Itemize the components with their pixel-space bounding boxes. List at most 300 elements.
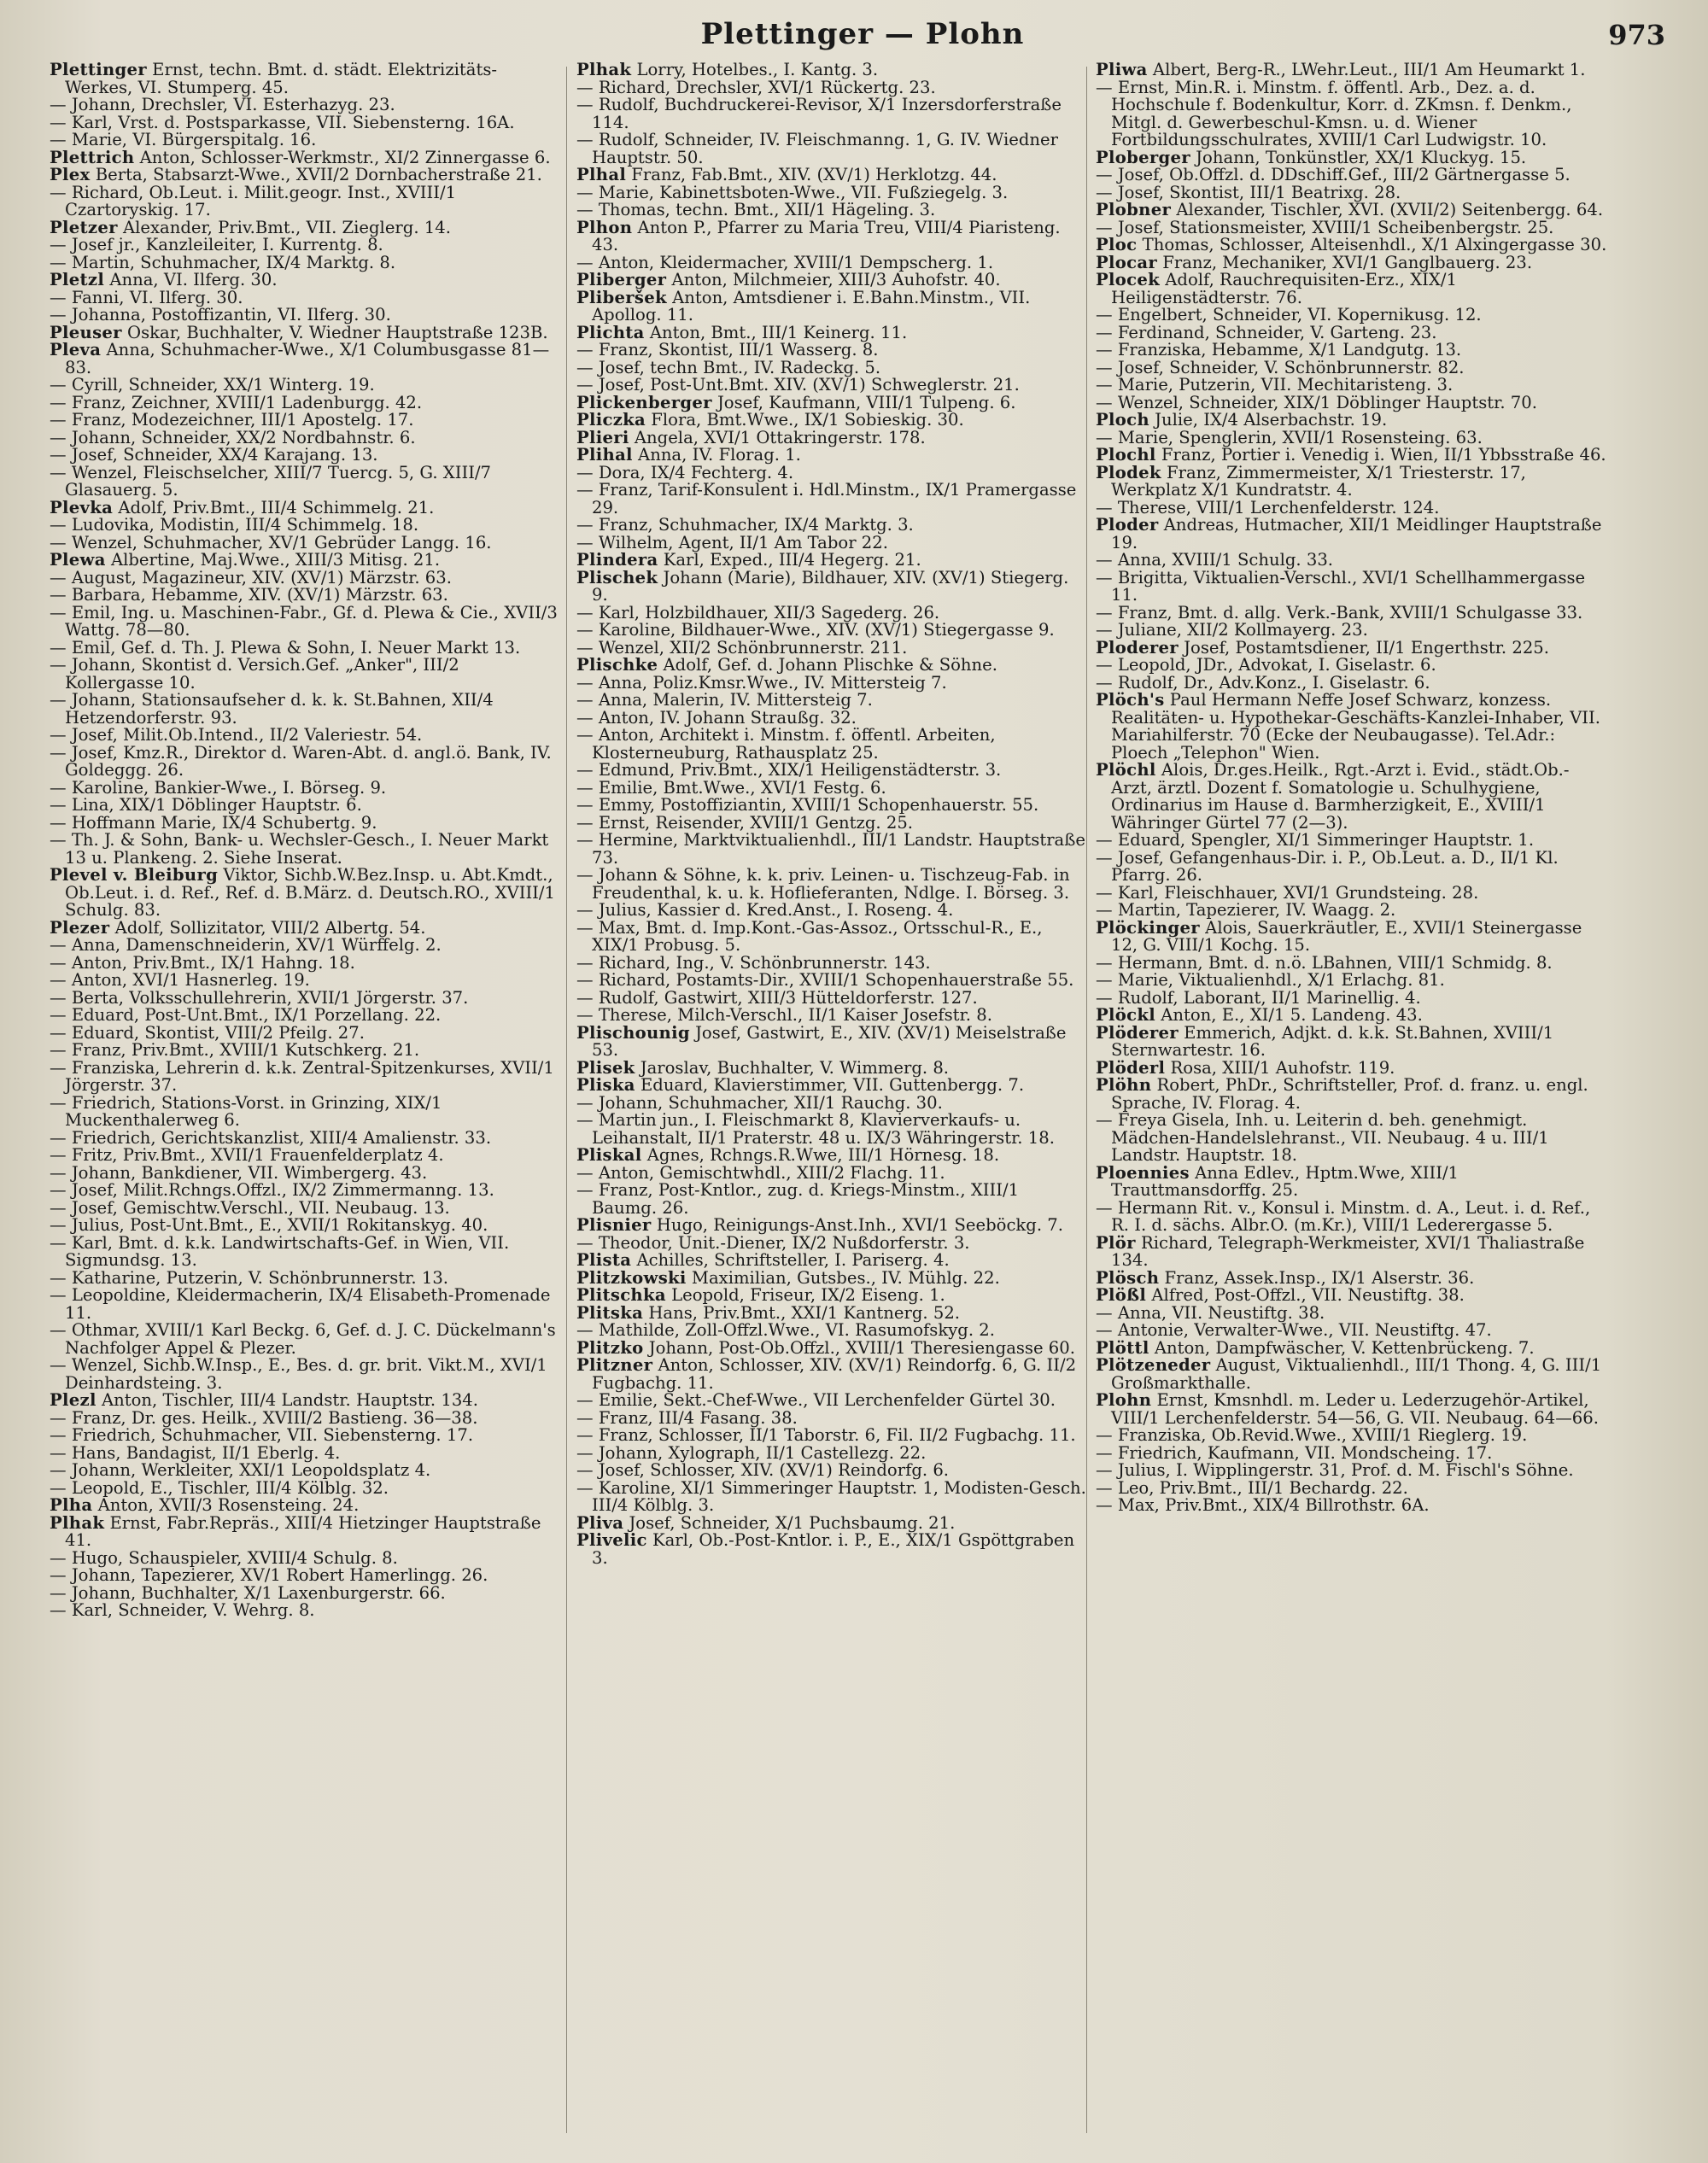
directory-entry [576,96,1089,132]
directory-entry [576,1322,1089,1340]
directory-entry [576,812,1089,833]
directory-entry [50,692,562,727]
entry-text: Adolf, Priv.Bmt., III/4 Schimmelg. 21. [118,497,435,517]
entry-text: — Rudolf, Gastwirt, XIII/3 Hütteldorferstr. 127. [576,987,978,1008]
entry-text: — Wenzel, Sichb.W.Insp., E., Bes. d. gr. brit. Vikt.M., XVI/1 Deinhardsteing. 3. [50,1355,547,1393]
entry-text: — Richard, Drechsler, XVI/1 Rückertg. 23. [576,77,936,97]
directory-entry [1096,149,1608,167]
directory-entry [576,377,1089,395]
directory-entry [50,289,562,307]
entry-text: — Lina, XIX/1 Döblinger Hauptstr. 6. [50,795,362,815]
entry-surname: Plitzkowski [576,1267,687,1288]
directory-entry [50,1022,562,1043]
directory-entry [1096,324,1608,342]
entry-text: Alois, Sauerkräutler, E., XVII/1 Steinergasse 12, G. VIII/1 Kochg. 15. [1111,917,1582,955]
entry-text: Thomas, Schlosser, Alteisenhdl., X/1 Alxingergasse 30. [1142,235,1607,254]
directory-entry [50,219,562,237]
entry-text: Franz, Mechaniker, XVI/1 Ganglbauerg. 23. [1162,252,1533,272]
entry-text: — Karoline, XI/1 Simmeringer Hauptstr. 1, Modisten-Gesch. III/4 Kölblg. 3. [576,1477,1086,1515]
entry-text: Josef, Schneider, X/1 Puchsbaumg. 21. [629,1512,956,1533]
page-number: 973 [1608,19,1665,51]
entry-surname: Pleva [50,340,102,360]
directory-entry [576,462,1089,482]
entry-text: — Leopold, JDr., Advokat, I. Giselastr. 6. [1096,655,1436,675]
entry-text: Albertine, Maj.Wwe., XIII/3 Mitisg. 21. [110,550,441,570]
directory-entry [576,1147,1089,1165]
entry-surname: Plha [50,1495,93,1515]
entry-text: — Karl, Schneider, V. Wehrg. 8. [50,1600,315,1620]
entry-text: Anna, VI. Ilferg. 30. [109,270,278,289]
entry-text: — Johann, Skontist d. Versich.Gef. „Anker", III/2 Kollergasse 10. [50,655,459,693]
directory-entry [1096,762,1608,832]
directory-entry [576,1532,1089,1567]
directory-entry [1096,657,1608,675]
entry-text: — Anton, Gemischtwhdl., XIII/2 Flachg. 11. [576,1162,945,1183]
directory-entry [576,184,1089,202]
entry-text: Richard, Telegraph-Werkmeister, XVI/1 Thaliastraße 134. [1111,1232,1585,1270]
directory-entry [1096,832,1608,850]
entry-surname: Plohn [1096,1390,1152,1410]
directory-entry [50,1462,562,1480]
directory-entry [50,427,562,447]
directory-entry [50,812,562,833]
directory-entry [576,342,1089,360]
directory-entry [50,1547,562,1568]
entry-text: Anna, IV. Florag. 1. [638,445,801,465]
directory-entry [576,1477,1089,1515]
directory-entry [576,727,1089,762]
entry-text: — Josef, Schneider, XX/4 Karajang. 13. [50,445,378,465]
entry-surname: Plindera [576,550,658,570]
entry-text: — Barbara, Hebamme, XIV. (XV/1) Märzstr. 63. [50,585,448,605]
directory-entry [50,1287,562,1322]
entry-text: Josef, Gastwirt, E., XIV. (XV/1) Meiselstraße 53. [592,1022,1067,1060]
entry-text: — Johann, Bankdiener, VII. Wimbergerg. 43. [50,1162,428,1183]
directory-entry [50,587,562,605]
entry-text: — Franz, Zeichner, XVIII/1 Ladenburgg. 42. [50,392,423,412]
entry-text: Anton, Tischler, III/4 Landstr. Hauptstr. 134. [101,1390,478,1410]
entry-surname: Plöderl [1096,1057,1166,1078]
entry-text: Albert, Berg-R., LWehr.Leut., III/1 Am Heumarkt 1. [1152,61,1586,79]
directory-entry [50,462,562,500]
directory-entry [50,184,562,219]
entry-text: Franz, Fab.Bmt., XIV. (XV/1) Herklotzg. 44. [631,165,997,184]
entry-text: — Anton, Priv.Bmt., IX/1 Hahng. 18. [50,952,355,973]
directory-entry [50,832,562,867]
directory-entry [50,532,562,552]
entry-text: — Franz, Post-Kntlor., zug. d. Kriegs-Minstm., XIII/1 Baumg. 26. [576,1180,1020,1218]
directory-entry [1096,219,1608,237]
entry-text: — Richard, Ob.Leut. i. Milit.geogr. Inst., XVIII/1 Czartoryskig. 17. [50,182,457,219]
directory-entry [50,307,562,324]
directory-entry [1096,602,1608,623]
entry-text: Alexander, Tischler, XVI. (XVII/2) Seitenbergg. 64. [1176,200,1604,219]
entry-surname: Plichta [576,322,645,342]
directory-entry [576,167,1089,184]
directory-entry [50,1357,562,1392]
directory-entry [50,1232,562,1270]
entry-text: Oskar, Buchhalter, V. Wiedner Hauptstraße 123B. [127,322,548,342]
directory-entry [1096,517,1608,552]
entry-text: Franz, Portier i. Venedig i. Wien, II/1 Ybbsstraße 46. [1161,445,1606,465]
entry-text: Anton, Dampfwäscher, V. Kettenbrückeng. 7. [1154,1337,1535,1358]
entry-surname: Pliberger [576,270,667,289]
entry-surname: Pliberšek [576,287,667,307]
directory-entry [576,324,1089,342]
directory-entry [50,1147,562,1165]
directory-entry [576,532,1089,552]
entry-text: — Marie, VI. Bürgerspitalg. 16. [50,130,317,149]
directory-entry [576,482,1089,517]
directory-entry [576,219,1089,254]
entry-text: — Anton, XVI/1 Hasnerleg. 19. [50,970,310,990]
directory-entry [576,1057,1089,1078]
entry-text: — Wenzel, Schneider, XIX/1 Döblinger Hauptstr. 70. [1096,392,1537,412]
directory-entry [576,1392,1089,1410]
directory-entry [576,1407,1089,1428]
entry-surname: Plezl [50,1390,97,1410]
entry-text: — Josef, Ob.Offzl. d. DDschiff.Gef., III/2 Gärtnergasse 5. [1096,165,1571,184]
directory-entry [1096,1462,1608,1480]
entry-text: — Johann, Schuhmacher, XII/1 Rauchg. 30. [576,1092,943,1113]
directory-entry [576,254,1089,272]
entry-text: Karl, Ob.-Post-Kntlor. i. P., E., XIX/1 Gspöttgraben 3. [592,1530,1075,1568]
entry-text: Anna, Schuhmacher-Wwe., X/1 Columbusgasse 81—83. [65,340,550,377]
entry-surname: Pletzer [50,217,118,237]
directory-entry [1096,1357,1608,1392]
directory-entry [50,392,562,412]
entry-text: Anton, Schlosser, XIV. (XV/1) Reindorfg. 6, G. II/2 Fugbachg. 11. [592,1355,1077,1393]
directory-entry [576,1112,1089,1147]
entry-text: Robert, PhDr., Schriftsteller, Prof. d. franz. u. engl. Sprache, IV. Florag. 4. [1111,1075,1588,1113]
directory-entry [1096,202,1608,219]
entry-text: — Wilhelm, Agent, II/1 Am Tabor 22. [576,532,888,552]
entry-text: — Leopoldine, Kleidermacherin, IX/4 Elisabeth-Promenade 11. [50,1285,551,1323]
entry-text: Anton, XVII/3 Rosensteing. 24. [97,1495,360,1515]
directory-column-1 [50,61,562,2145]
entry-text: Alfred, Post-Offzl., VII. Neustiftg. 38. [1151,1285,1465,1305]
entry-text: Achilles, Schriftsteller, I. Pariserg. 4. [636,1250,950,1270]
directory-entry [1096,1427,1608,1445]
directory-entry [576,79,1089,97]
directory-entry [1096,272,1608,307]
entry-text: — Hermann, Bmt. d. n.ö. LBahnen, VIII/1 Schmidg. 8. [1096,952,1553,973]
entry-surname: Plöch's [1096,690,1165,710]
directory-entry [576,1462,1089,1480]
directory-entry [576,1337,1089,1358]
entry-text: August, Viktualienhdl., III/1 Thong. 4, G. III/1 Großmarkthalle. [1111,1355,1602,1393]
directory-entry [576,357,1089,377]
entry-text: Anton, Amtsdiener i. E.Bahn.Minstm., VII. Apollog. 11. [592,287,1031,324]
directory-entry [50,937,562,955]
entry-text: — Julius, I. Wipplingerstr. 31, Prof. d. M. Fischl's Söhne. [1096,1460,1574,1480]
directory-entry [50,1182,562,1200]
entry-text: Jaroslav, Buchhalter, V. Wimmerg. 8. [640,1057,950,1078]
entry-text: — Franz, Tarif-Konsulent i. Hdl.Minstm., IX/1 Pramergasse 29. [576,480,1077,517]
entry-surname: Pliva [576,1512,624,1533]
entry-text: — Berta, Volksschullehrerin, XVII/1 Jörgerstr. 37. [50,987,469,1008]
entry-text: — Franziska, Ob.Revid.Wwe., XVIII/1 Rieglerg. 19. [1096,1425,1528,1445]
directory-entry [50,1217,562,1235]
entry-text: Angela, XVI/1 Ottakringerstr. 178. [634,427,926,447]
entry-surname: Plettrich [50,147,135,167]
directory-entry [50,552,562,570]
entry-text: — Johann & Söhne, k. k. priv. Leinen- u. Tischzeug-Fab. in Freudenthal, k. u. k. Hoflieferanten, Ndlge. I. Börseg. 3. [576,865,1070,903]
entry-text: — Emmy, Postoffiziantin, XVIII/1 Schopenhauerstr. 55. [576,795,1039,815]
entry-surname: Plihal [576,445,633,465]
directory-entry [1096,1267,1608,1288]
directory-entry [1096,392,1608,412]
directory-entry [1096,497,1608,517]
directory-entry [1096,692,1608,762]
directory-entry [1096,1077,1608,1112]
entry-surname: Pliskal [576,1145,642,1165]
directory-entry [576,902,1089,920]
entry-text: — Josef jr., Kanzleileiter, I. Kurrentg. 8. [50,235,383,254]
entry-text: Berta, Stabsarzt-Wwe., XVII/2 Dornbacherstraße 21. [95,165,542,184]
entry-text: — Anton, Architekt i. Minstm. f. öffentl. Arbeiten, Klosterneuburg, Rathausplatz 25. [576,725,996,763]
entry-text: — Friedrich, Kaufmann, VII. Mondscheing. 17. [1096,1442,1493,1463]
directory-entry [576,1162,1089,1183]
entry-text: Adolf, Rauchrequisiten-Erz., XIX/1 Heiligenstädterstr. 76. [1111,270,1457,307]
entry-text: — Leo, Priv.Bmt., III/1 Bechardg. 22. [1096,1477,1408,1498]
directory-entry [50,637,562,658]
directory-entry [50,1512,562,1550]
entry-text: — Franziska, Hebamme, X/1 Landgutg. 13. [1096,340,1462,360]
directory-entry [50,377,562,395]
entry-surname: Plößl [1096,1285,1147,1305]
directory-entry [1096,427,1608,447]
directory-entry [576,637,1089,658]
entry-text: — Emilie, Bmt.Wwe., XVI/1 Festg. 6. [576,777,886,798]
directory-entry [576,762,1089,780]
directory-entry [576,202,1089,219]
directory-entry [576,1302,1089,1323]
directory-entry [1096,462,1608,500]
directory-entry [576,132,1089,167]
directory-column-2 [576,61,1089,2145]
directory-entry [50,1197,562,1218]
entry-surname: Plöderer [1096,1022,1179,1043]
entry-text: — Emilie, Sekt.-Chef-Wwe., VII Lerchenfelder Gürtel 30. [576,1390,1056,1410]
entry-text: — Rudolf, Dr., Adv.Konz., I. Giselastr. 6. [1096,672,1430,693]
directory-entry [50,742,562,780]
directory-entry [50,272,562,289]
entry-text: — Franz, Bmt. d. allg. Verk.-Bank, XVIII/1 Schulgasse 33. [1096,602,1583,623]
entry-surname: Plischek [576,567,658,588]
entry-text: — Julius, Post-Unt.Bmt., E., XVII/1 Rokitanskyg. 40. [50,1215,488,1235]
entry-text: — Julius, Kassier d. Kred.Anst., I. Roseng. 4. [576,900,954,920]
directory-entry [576,412,1089,430]
directory-entry [1096,237,1608,254]
entry-surname: Plitzko [576,1337,644,1358]
entry-text: Anton, Schlosser-Werkmstr., XI/2 Zinnergasse 6. [139,147,551,167]
directory-entry [576,1182,1089,1217]
entry-text: — Josef, Kmz.R., Direktor d. Waren-Abt. d. angl.ö. Bank, IV. Goldeggg. 26. [50,742,552,780]
running-title: Plettinger — Plohn [700,17,1025,51]
directory-entry [50,567,562,588]
entry-text: — Emil, Ing. u. Maschinen-Fabr., Gf. d. Plewa & Cie., XVII/3 Wattg. 78—80. [50,602,558,640]
entry-text: — Karl, Vrst. d. Postsparkasse, VII. Siebensterng. 16A. [50,112,515,132]
directory-entry [576,392,1089,412]
directory-entry [1096,902,1608,920]
entry-text: — Cyrill, Schneider, XX/1 Winterg. 19. [50,375,375,395]
directory-entry [576,1007,1089,1025]
entry-text: — Johann, Stationsaufseher d. k. k. St.Bahnen, XII/4 Hetzendorferstr. 93. [50,690,494,728]
entry-text: — Martin jun., I. Fleischmarkt 8, Klavierverkaufs- u. Leihanstalt, II/1 Praterstr. 48 u. IX/3 Währingerstr. 18. [576,1110,1055,1148]
directory-entry [576,952,1089,973]
entry-text: — Freya Gisela, Inh. u. Leiterin d. beh. genehmigt. Mädchen-Handelslehranst., VII. Neubaug. 4 u. III/1 Landstr. Hauptstr. 18. [1096,1110,1549,1165]
directory-entry [1096,342,1608,360]
entry-text: — Josef, Milit.Rchngs.Offzl., IX/2 Zimmermanng. 13. [50,1180,494,1200]
directory-entry [50,1497,562,1515]
entry-text: — Karl, Bmt. d. k.k. Landwirtschafts-Gef. in Wien, VII. Sigmundsg. 13. [50,1232,510,1270]
directory-entry [50,1092,562,1130]
entry-text: — Edmund, Priv.Bmt., XIX/1 Heiligenstädterstr. 3. [576,760,1002,780]
directory-entry [50,1582,562,1603]
entry-text: — Rudolf, Laborant, II/1 Marinellig. 4. [1096,987,1421,1008]
entry-text: — Eduard, Spengler, XI/1 Simmeringer Hauptstr. 1. [1096,830,1535,850]
entry-text: Leopold, Friseur, IX/2 Eiseng. 1. [671,1285,945,1305]
directory-entry [1096,1442,1608,1463]
directory-entry [576,1287,1089,1305]
entry-text: — Rudolf, Schneider, IV. Fleischmanng. 1, G. IV. Wiedner Hauptstr. 50. [576,130,1058,167]
entry-text: — Eduard, Skontist, VIII/2 Pfeilg. 27. [50,1022,365,1043]
entry-text: Agnes, Rchngs.R.Wwe, III/1 Hörnesg. 18. [646,1145,1000,1165]
entry-text: — Karoline, Bildhauer-Wwe., XIV. (XV/1) Stiegergasse 9. [576,620,1055,640]
entry-text: Josef, Postamtsdiener, II/1 Engerthstr. 225. [1184,637,1549,658]
directory-entry [576,1267,1089,1288]
column-divider [566,67,567,2133]
entry-text: Flora, Bmt.Wwe., IX/1 Sobieskig. 30. [651,410,964,430]
directory-entry [50,972,562,990]
directory-entry [1096,1112,1608,1165]
entry-text: — Franz, Schuhmacher, IX/4 Marktg. 3. [576,515,914,535]
entry-text: — Johann, Buchhalter, X/1 Laxenburgerstr. 66. [50,1582,446,1603]
entry-text: Alexander, Priv.Bmt., VII. Zieglerg. 14. [122,217,451,237]
entry-text: — Othmar, XVIII/1 Karl Beckg. 6, Gef. d. J. C. Dückelmann's Nachfolger Appel & Plezer. [50,1320,556,1358]
entry-text: — Antonie, Verwalter-Wwe., VII. Neustiftg. 47. [1096,1320,1492,1340]
entry-text: — Fanni, VI. Ilferg. 30. [50,287,243,307]
entry-text: — Marie, Spenglerin, XVII/1 Rosensteing. 63. [1096,427,1483,447]
entry-text: Johann (Marie), Bildhauer, XIV. (XV/1) Stiegerg. 9. [592,567,1069,605]
directory-entry [576,602,1089,623]
entry-text: — Hoffmann Marie, IX/4 Schubertg. 9. [50,812,377,833]
directory-entry [1096,1337,1608,1358]
entry-text: — Karoline, Bankier-Wwe., I. Börseg. 9. [50,777,387,798]
directory-entry [576,622,1089,640]
entry-text: — Josef, Schneider, V. Schönbrunnerstr. 82. [1096,357,1465,377]
directory-entry [1096,567,1608,605]
directory-entry [1096,357,1608,377]
directory-entry [50,1442,562,1463]
directory-entry [1096,307,1608,324]
entry-text: Paul Hermann Neffe Josef Schwarz, konzess. Realitäten- u. Hypothekar-Geschäfts-Kanzlei-Inhaber, VII. Mariahilferstr. 70 (Ecke der Neubaugasse). Tel.Adr.: Ploech „Telephon" Wien. [1111,690,1600,763]
directory-entry [50,1392,562,1410]
entry-text: — Franz, Skontist, III/1 Wasserg. 8. [576,340,879,360]
entry-surname: Plieri [576,427,629,447]
entry-text: — Therese, Milch-Verschl., II/1 Kaiser Josefstr. 8. [576,1005,992,1025]
entry-surname: Plör [1096,1232,1136,1253]
entry-surname: Plhon [576,217,633,237]
directory-entry [1096,1022,1608,1060]
directory-entry [1096,1162,1608,1200]
directory-entry [576,567,1089,605]
directory-entry [50,237,562,254]
entry-text: — Juliane, XII/2 Kollmayerg. 23. [1096,620,1368,640]
entry-text: — Ferdinand, Schneider, V. Garteng. 23. [1096,322,1437,342]
entry-text: — Franziska, Lehrerin d. k.k. Zentral-Spitzenkurses, XVII/1 Jörgerstr. 37. [50,1057,554,1095]
entry-text: — Johann, Drechsler, VI. Esterhazyg. 23. [50,95,395,114]
entry-surname: Plickenberger [576,392,712,412]
directory-entry [50,167,562,184]
directory-entry [1096,79,1608,149]
directory-entry [576,692,1089,710]
entry-surname: Pliska [576,1075,635,1095]
entry-text: — Johann, Werkleiter, XXI/1 Leopoldsplatz 4. [50,1460,431,1480]
directory-entry [1096,972,1608,990]
directory-entry [1096,61,1608,79]
entry-text: — Karl, Holzbildhauer, XII/3 Sagederg. 26. [576,602,940,623]
entry-text: — Fritz, Priv.Bmt., XVII/1 Frauenfelderplatz 4. [50,1145,444,1165]
entry-surname: Ploberger [1096,147,1190,167]
entry-text: — Anna, VII. Neustiftg. 38. [1096,1302,1325,1323]
column-divider [1086,67,1087,2133]
directory-entry [1096,1392,1608,1427]
entry-text: Franz, Assek.Insp., IX/1 Alserstr. 36. [1164,1267,1475,1288]
entry-text: — Friedrich, Schuhmacher, VII. Siebensterng. 17. [50,1425,474,1445]
entry-text: — Marie, Kabinettsboten-Wwe., VII. Fußziegelg. 3. [576,182,1009,202]
entry-surname: Plevka [50,497,114,517]
entry-text: — Karl, Fleischhauer, XVI/1 Grundsteing. 28. [1096,882,1479,903]
entry-text: — Brigitta, Viktualien-Verschl., XVI/1 Schellhammergasse 11. [1096,567,1586,605]
entry-surname: Plhak [576,61,632,79]
entry-text: — Engelbert, Schneider, VI. Kopernikusg. 12. [1096,305,1482,324]
directory-entry [50,342,562,377]
entry-surname: Plischounig [576,1022,690,1043]
entry-text: — Emil, Gef. d. Th. J. Plewa & Sohn, I. Neuer Markt 13. [50,637,521,658]
directory-entry [50,1427,562,1445]
entry-surname: Plöhn [1096,1075,1152,1095]
directory-entry [576,657,1089,675]
entry-text: — Friedrich, Stations-Vorst. in Grinzing, XIX/1 Muckenthalerweg 6. [50,1092,442,1130]
directory-entry [1096,1232,1608,1270]
directory-entry [576,797,1089,815]
directory-entry [50,1567,562,1585]
entry-text: Ernst, Kmsnhdl. m. Leder u. Lederzugehör-Artikel, VIII/1 Lerchenfelderstr. 54—56, G. VII. Neubaug. 64—66. [1111,1390,1599,1428]
entry-text: — Friedrich, Gerichtskanzlist, XIII/4 Amalienstr. 33. [50,1127,492,1148]
directory-entry [50,1407,562,1428]
entry-surname: Plöchl [1096,760,1156,780]
entry-text: — Josef, Post-Unt.Bmt. XIV. (XV/1) Schweglerstr. 21. [576,375,1020,395]
directory-entry [50,917,562,938]
entry-text: — Ernst, Min.R. i. Minstm. f. öffentl. Arb., Dez. a. d. Hochschule f. Bodenkultur, Korr. d. ZKmsn. f. Denkm., Mitgl. d. Gewerbeschul-Kmsn. u. d. Wiener Fortbildungsschulrates, XVIII/1 Carl Ludwigstr. 10. [1096,77,1572,149]
entry-surname: Plisek [576,1057,635,1078]
directory-entry [1096,847,1608,885]
entry-text: — Josef, Milit.Ob.Intend., II/2 Valeriestr. 54. [50,725,423,745]
directory-entry [576,272,1089,289]
entry-text: Karl, Exped., III/4 Hegerg. 21. [663,550,921,570]
directory-entry [1096,637,1608,658]
entry-surname: Plewa [50,550,106,570]
directory-entry [50,96,562,114]
directory-entry [576,427,1089,447]
entry-text: — Mathilde, Zoll-Offzl.Wwe., VI. Rasumofskyg. 2. [576,1320,995,1340]
entry-text: — Eduard, Post-Unt.Bmt., IX/1 Porzellang. 22. [50,1005,442,1025]
entry-surname: Plischke [576,655,658,675]
entry-text: — Wenzel, XII/2 Schönbrunnerstr. 211. [576,637,908,658]
directory-entry [50,727,562,745]
